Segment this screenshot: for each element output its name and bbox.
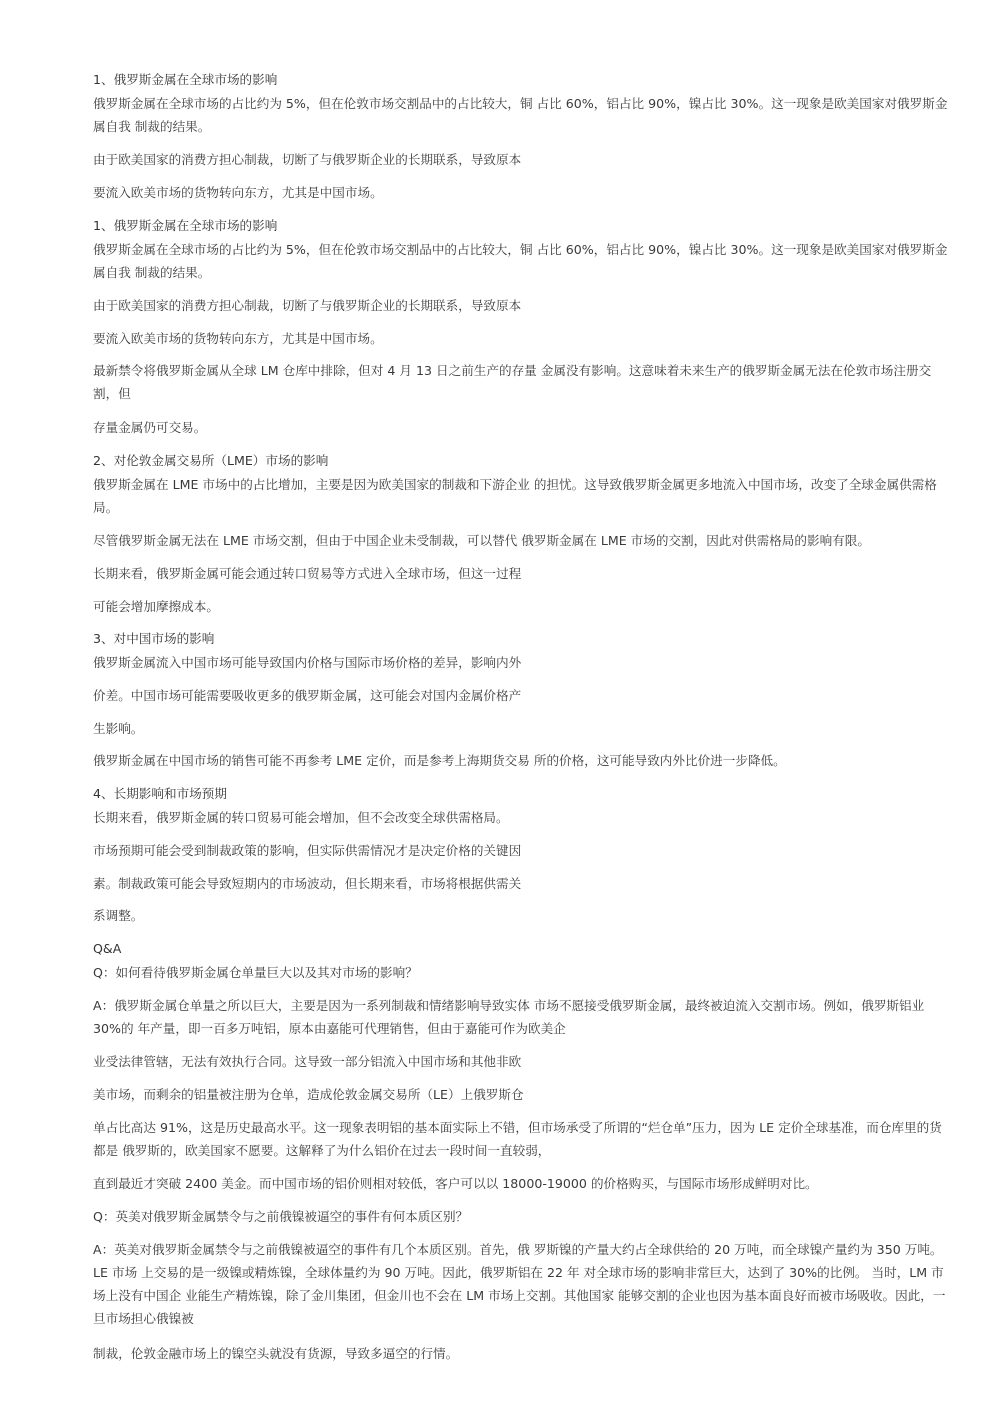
answer-paragraph: 制裁，伦敦金融市场上的镍空头就没有货源，导致多逼空的行情。 [93, 1346, 459, 1361]
question: Q：英美对俄罗斯金属禁令与之前俄镍被逼空的事件有何本质区别？ [93, 1209, 469, 1224]
answer-paragraph: A：英美对俄罗斯金属禁令与之前俄镍被逼空的事件有几个本质区别。首先，俄 罗斯镍的产量大约占全球供给的 20 万吨，而全球镍产量约为 350 万吨。LE 市场 上交易的是一级镍或精炼镍，全球体量约为 90 万吨。因此，俄罗斯铝在 22 年 对全球市场的影响非常巨大，达到了 30%的比例。 当时，LM 市场上没有中国企 业能生产精炼镍，除了金川集团，但金川也不会在 LM 市场上交割。其他国家 能够交割的企业也因为基本面良好而被市场吸收。因此，一旦市场担心俄镍被 [93, 1242, 946, 1326]
paragraph: 由于欧美国家的消费方担心制裁，切断了与俄罗斯企业的长期联系，导致原本 [93, 298, 522, 313]
paragraph: 要流入欧美市场的货物转向东方，尤其是中国市场。 [93, 185, 383, 200]
question: Q：如何看待俄罗斯金属仓单量巨大以及其对市场的影响？ [93, 965, 418, 980]
paragraph: 尽管俄罗斯金属无法在 LME 市场交割，但由于中国企业未受制裁，可以替代 俄罗斯金属在 LME 市场的交割，因此对供需格局的影响有限。 [93, 533, 870, 548]
paragraph: 俄罗斯金属在全球市场的占比约为 5%，但在伦敦市场交割品中的占比较大，铜 占比 60%，铝占比 90%，镍占比 30%。这一现象是欧美国家对俄罗斯金属自我 制裁的结果。 [93, 96, 948, 134]
answer-paragraph: 业受法律管辖，无法有效执行合同。这导致一部分铝流入中国市场和其他非欧 [93, 1054, 522, 1069]
paragraph: 俄罗斯金属流入中国市场可能导致国内价格与国际市场价格的差异，影响内外 [93, 655, 522, 670]
paragraph: 俄罗斯金属在中国市场的销售可能不再参考 LME 定价，而是参考上海期货交易 所的价格，这可能导致内外比价进一步降低。 [93, 753, 786, 768]
answer-paragraph: A：俄罗斯金属仓单量之所以巨大，主要是因为一系列制裁和情绪影响导致实体 市场不愿接受俄罗斯金属，最终被迫流入交割市场。例如，俄罗斯铝业 30%的 年产量，即一百多万吨铝，原本由嘉能可代理销售，但由于嘉能可作为欧美企 [93, 998, 925, 1036]
heading-russian-metals-global: 1、俄罗斯金属在全球市场的影响 [93, 72, 278, 87]
heading-lme-impact: 2、对伦敦金属交易所（LME）市场的影响 [93, 453, 329, 468]
paragraph: 最新禁令将俄罗斯金属从全球 LM 仓库中排除，但对 4 月 13 日之前生产的存量 金属没有影响。这意味着未来生产的俄罗斯金属无法在伦敦市场注册交割，但 [93, 363, 932, 401]
paragraph: 生影响。 [93, 721, 144, 736]
paragraph: 可能会增加摩擦成本。 [93, 599, 219, 614]
paragraph: 由于欧美国家的消费方担心制裁，切断了与俄罗斯企业的长期联系，导致原本 [93, 152, 522, 167]
paragraph: 系调整。 [93, 908, 144, 923]
heading-long-term-impact: 4、长期影响和市场预期 [93, 786, 227, 801]
paragraph: 素。制裁政策可能会导致短期内的市场波动，但长期来看，市场将根据供需关 [93, 876, 522, 891]
paragraph: 俄罗斯金属在 LME 市场中的占比增加，主要是因为欧美国家的制裁和下游企业 的担忧。这导致俄罗斯金属更多地流入中国市场，改变了全球金属供需格局。 [93, 477, 937, 515]
heading-china-market-impact: 3、对中国市场的影响 [93, 631, 215, 646]
answer-paragraph: 美市场，而剩余的铝量被注册为仓单，造成伦敦金属交易所（LE）上俄罗斯仓 [93, 1087, 524, 1102]
answer-paragraph: 直到最近才突破 2400 美金。而中国市场的铝价则相对较低，客户可以以 18000-19000 的价格购买，与国际市场形成鲜明对比。 [93, 1176, 818, 1191]
paragraph: 市场预期可能会受到制裁政策的影响，但实际供需情况才是决定价格的关键因 [93, 843, 522, 858]
paragraph: 长期来看，俄罗斯金属可能会通过转口贸易等方式进入全球市场，但这一过程 [93, 566, 522, 581]
answer-paragraph: 单占比高达 91%，这是历史最高水平。这一现象表明铝的基本面实际上不错，但市场承受了所谓的“烂仓单”压力，因为 LE 定价全球基准，而仓库里的货都是 俄罗斯的，欧美国家不愿要。这解释了为什么铝价在过去一段时间一直较弱， [93, 1120, 942, 1158]
paragraph: 俄罗斯金属在全球市场的占比约为 5%，但在伦敦市场交割品中的占比较大，铜 占比 60%，铝占比 90%，镍占比 30%。这一现象是欧美国家对俄罗斯金属自我 制裁的结果。 [93, 242, 948, 280]
paragraph: 存量金属仍可交易。 [93, 420, 207, 435]
heading-russian-metals-global: 1、俄罗斯金属在全球市场的影响 [93, 218, 278, 233]
paragraph: 长期来看，俄罗斯金属的转口贸易可能会增加，但不会改变全球供需格局。 [93, 810, 509, 825]
heading-qa: Q&A [93, 941, 122, 956]
paragraph: 价差。中国市场可能需要吸收更多的俄罗斯金属，这可能会对国内金属价格产 [93, 688, 522, 703]
paragraph: 要流入欧美市场的货物转向东方，尤其是中国市场。 [93, 331, 383, 346]
